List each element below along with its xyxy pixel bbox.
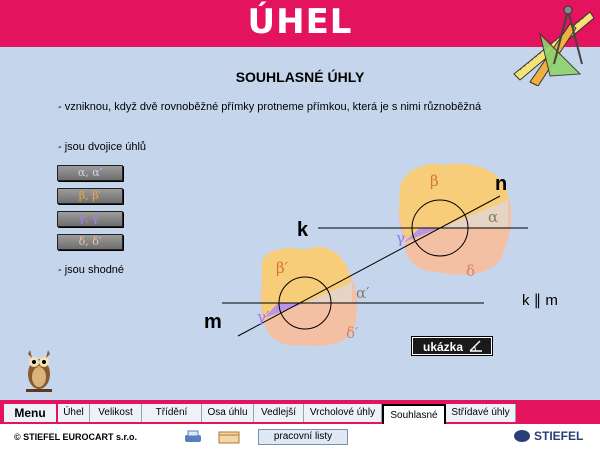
tab-osa-uhlu[interactable]: Osa úhlu xyxy=(202,404,254,422)
demo-button-label: ukázka xyxy=(423,340,464,354)
calendar-icon[interactable] xyxy=(218,430,240,444)
pair-beta-button[interactable]: β, β′ xyxy=(57,188,123,204)
pair-gamma-button[interactable]: γ, γ′ xyxy=(57,211,123,227)
tab-vedlejsi[interactable]: Vedlejší xyxy=(254,404,304,422)
svg-text:STIEFEL: STIEFEL xyxy=(534,429,584,443)
copyright: © STIEFEL EUROCART s.r.o. xyxy=(14,432,137,442)
menu-button[interactable]: Menu xyxy=(4,404,56,422)
definition-text: - vzniknou, když dvě rovnoběžné přímky protneme přímkou, která je s nimi různoběžná xyxy=(58,101,482,113)
pair-alpha-button[interactable]: α, α′ xyxy=(57,165,123,181)
worksheets-button[interactable]: pracovní listy xyxy=(258,429,348,445)
label-alpha-prime: α′ xyxy=(356,284,370,302)
pair-delta-button[interactable]: δ, δ′ xyxy=(57,234,123,250)
tab-vrcholove[interactable]: Vrcholové úhly xyxy=(304,404,382,422)
label-delta: δ xyxy=(466,262,476,280)
label-n: n xyxy=(495,173,508,195)
tab-trideni[interactable]: Třídění xyxy=(142,404,202,422)
label-gamma-prime: γ′ xyxy=(257,308,270,326)
label-gamma: γ xyxy=(396,229,405,247)
angle-icon xyxy=(469,340,483,352)
label-m: m xyxy=(204,311,222,333)
owl-icon xyxy=(22,346,56,394)
tab-uhel[interactable]: Úhel xyxy=(58,404,90,422)
label-beta-prime: β′ xyxy=(276,259,289,277)
demo-button[interactable] xyxy=(412,337,492,355)
congruent-text: - jsou shodné xyxy=(58,264,125,276)
pairs-text: - jsou dvojice úhlů xyxy=(58,141,147,153)
label-delta-prime: δ′ xyxy=(346,324,359,342)
section-title: SOUHLASNÉ ÚHLY xyxy=(235,69,365,85)
stiefel-logo xyxy=(512,426,592,446)
label-alpha: α xyxy=(488,208,499,226)
tab-stridave[interactable]: Střídavé úhly xyxy=(446,404,516,422)
nav-tabs xyxy=(58,404,516,422)
printer-icon[interactable] xyxy=(184,430,202,444)
tab-souhlasne[interactable]: Souhlasné xyxy=(382,404,446,426)
tab-velikost[interactable]: Velikost xyxy=(90,404,142,422)
label-k: k xyxy=(297,219,309,241)
label-beta: β xyxy=(430,172,439,190)
parallel-label: k ∥ m xyxy=(522,292,558,309)
page-title: ÚHEL xyxy=(247,2,353,42)
